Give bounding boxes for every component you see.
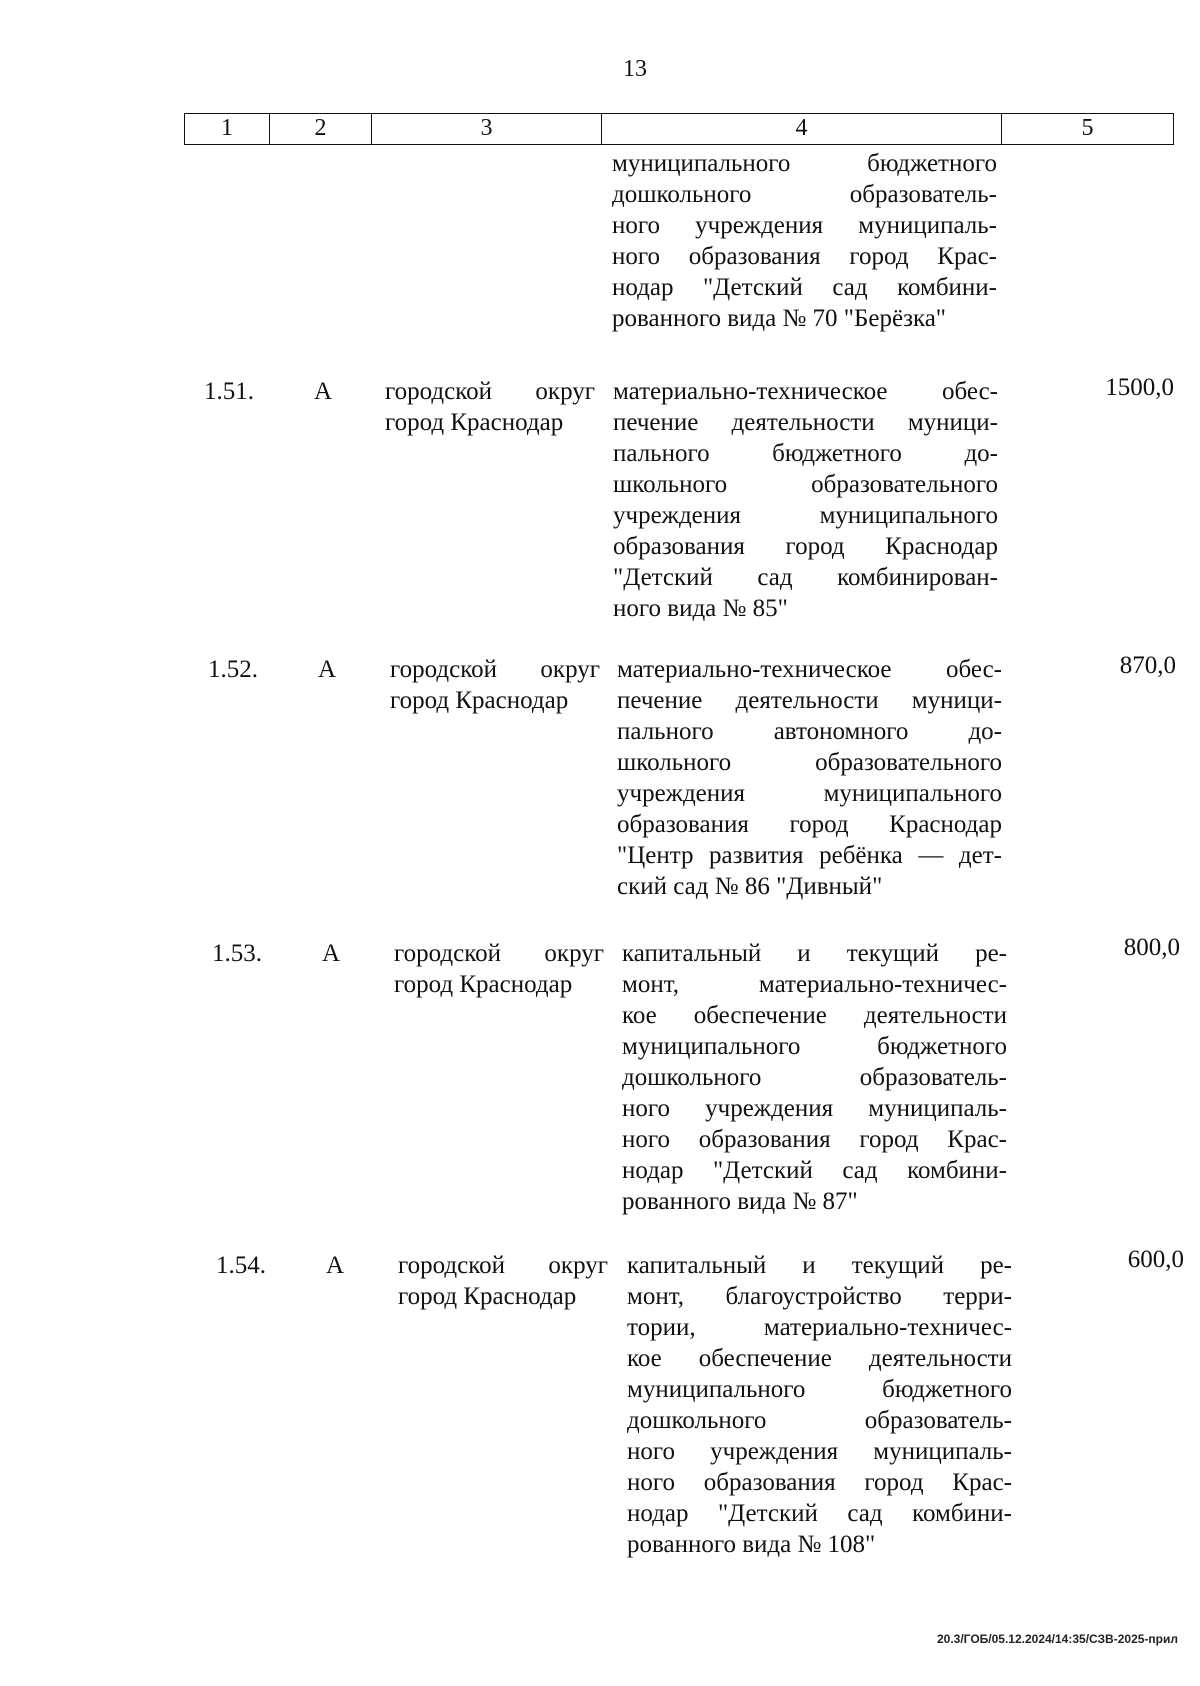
owner-line: город Краснодар [394, 971, 573, 998]
page-number: 13 [623, 56, 647, 82]
row-number: 1.54. [216, 1252, 266, 1279]
description-line: материально-техническое обес- [617, 656, 1002, 683]
description-line: ного вида № 85" [613, 595, 788, 622]
description-line: муниципального бюджетного [627, 1376, 1012, 1403]
description-line: нодар "Детский сад комбини- [612, 274, 997, 301]
description-line: ский сад № 86 "Дивный" [617, 873, 883, 900]
description-line: пального автономного до- [617, 718, 1002, 745]
description-line: муниципального бюджетного [622, 1033, 1007, 1060]
description-line: ного учреждения муниципаль- [627, 1438, 1012, 1465]
description-line: образования город Краснодар [617, 811, 1002, 838]
owner-line: городской округ [385, 378, 595, 405]
description-line: капитальный и текущий ре- [627, 1252, 1012, 1279]
row-description [617, 654, 1002, 902]
description-line: школьного образовательного [617, 749, 1002, 776]
owner-line: городской округ [398, 1252, 608, 1279]
row-amount: 800,0 [1123, 934, 1180, 961]
header-col-1: 1 [185, 114, 270, 144]
description-line: ного образования город Крас- [622, 1126, 1007, 1153]
row-owner [394, 938, 604, 1000]
owner-line: город Краснодар [398, 1283, 577, 1310]
description-line: монт, благоустройство терри- [627, 1283, 1012, 1310]
description-line: ного учреждения муниципаль- [612, 212, 997, 239]
row-type: А [318, 656, 337, 683]
owner-line: город Краснодар [390, 687, 569, 714]
row-type: А [326, 1252, 345, 1279]
description-line: капитальный и текущий ре- [622, 940, 1007, 967]
description-line: кое обеспечение деятельности [627, 1345, 1012, 1372]
row-description [627, 1250, 1012, 1560]
owner-line: городской округ [394, 940, 604, 967]
description-line: нодар "Детский сад комбини- [627, 1500, 1012, 1527]
description-line: "Центр развития ребёнка — дет- [617, 842, 1002, 869]
row-owner [385, 376, 595, 438]
description-line: школьного образовательного [613, 471, 998, 498]
description-line: учреждения муниципального [613, 502, 998, 529]
description-line: печение деятельности муници- [613, 409, 998, 436]
header-col-3: 3 [372, 114, 602, 144]
description-line: дошкольного образователь- [612, 181, 997, 208]
description-line: тории, материально-техничес- [627, 1314, 1012, 1341]
row-owner [398, 1250, 608, 1312]
description-line: нодар "Детский сад комбини- [622, 1157, 1007, 1184]
description-line: материально-техническое обес- [613, 378, 998, 405]
description-line: печение деятельности муници- [617, 687, 1002, 714]
row-amount: 870,0 [1119, 652, 1176, 679]
row-number: 1.53. [212, 940, 262, 967]
description-line: муниципального бюджетного [612, 150, 997, 177]
description-line: учреждения муниципального [617, 780, 1002, 807]
description-line: образования город Краснодар [613, 533, 998, 560]
description-line: ного образования город Крас- [612, 243, 997, 270]
owner-line: городской округ [390, 656, 600, 683]
owner-line: город Краснодар [385, 409, 564, 436]
description-line: ного учреждения муниципаль- [622, 1095, 1007, 1122]
description-line: рованного вида № 70 "Берёзка" [612, 305, 947, 332]
description-line: ного образования город Крас- [627, 1469, 1012, 1496]
description-line: дошкольного образователь- [622, 1064, 1007, 1091]
row-owner [390, 654, 600, 716]
row-description [613, 376, 998, 624]
header-col-4: 4 [602, 114, 1002, 144]
row-number: 1.51. [204, 378, 254, 405]
description-line: рованного вида № 108" [627, 1531, 876, 1558]
document-code: 20.3/ГОБ/05.12.2024/14:35/СЗВ-2025-прил [936, 1632, 1178, 1646]
row-description [622, 938, 1007, 1217]
description-line: рованного вида № 87" [622, 1188, 858, 1215]
table-header [184, 113, 1174, 145]
description-line: монт, материально-техничес- [622, 971, 1007, 998]
description-line: "Детский сад комбинирован- [613, 564, 998, 591]
description-line: дошкольного образователь- [627, 1407, 1012, 1434]
row-amount: 1500,0 [1105, 374, 1174, 401]
continued-description [612, 148, 997, 334]
row-type: А [314, 378, 333, 405]
header-col-2: 2 [270, 114, 372, 144]
row-type: А [322, 940, 341, 967]
header-col-5: 5 [1081, 115, 1094, 141]
description-line: пального бюджетного до- [613, 440, 998, 467]
description-line: кое обеспечение деятельности [622, 1002, 1007, 1029]
row-amount: 600,0 [1127, 1246, 1184, 1273]
row-number: 1.52. [208, 656, 258, 683]
